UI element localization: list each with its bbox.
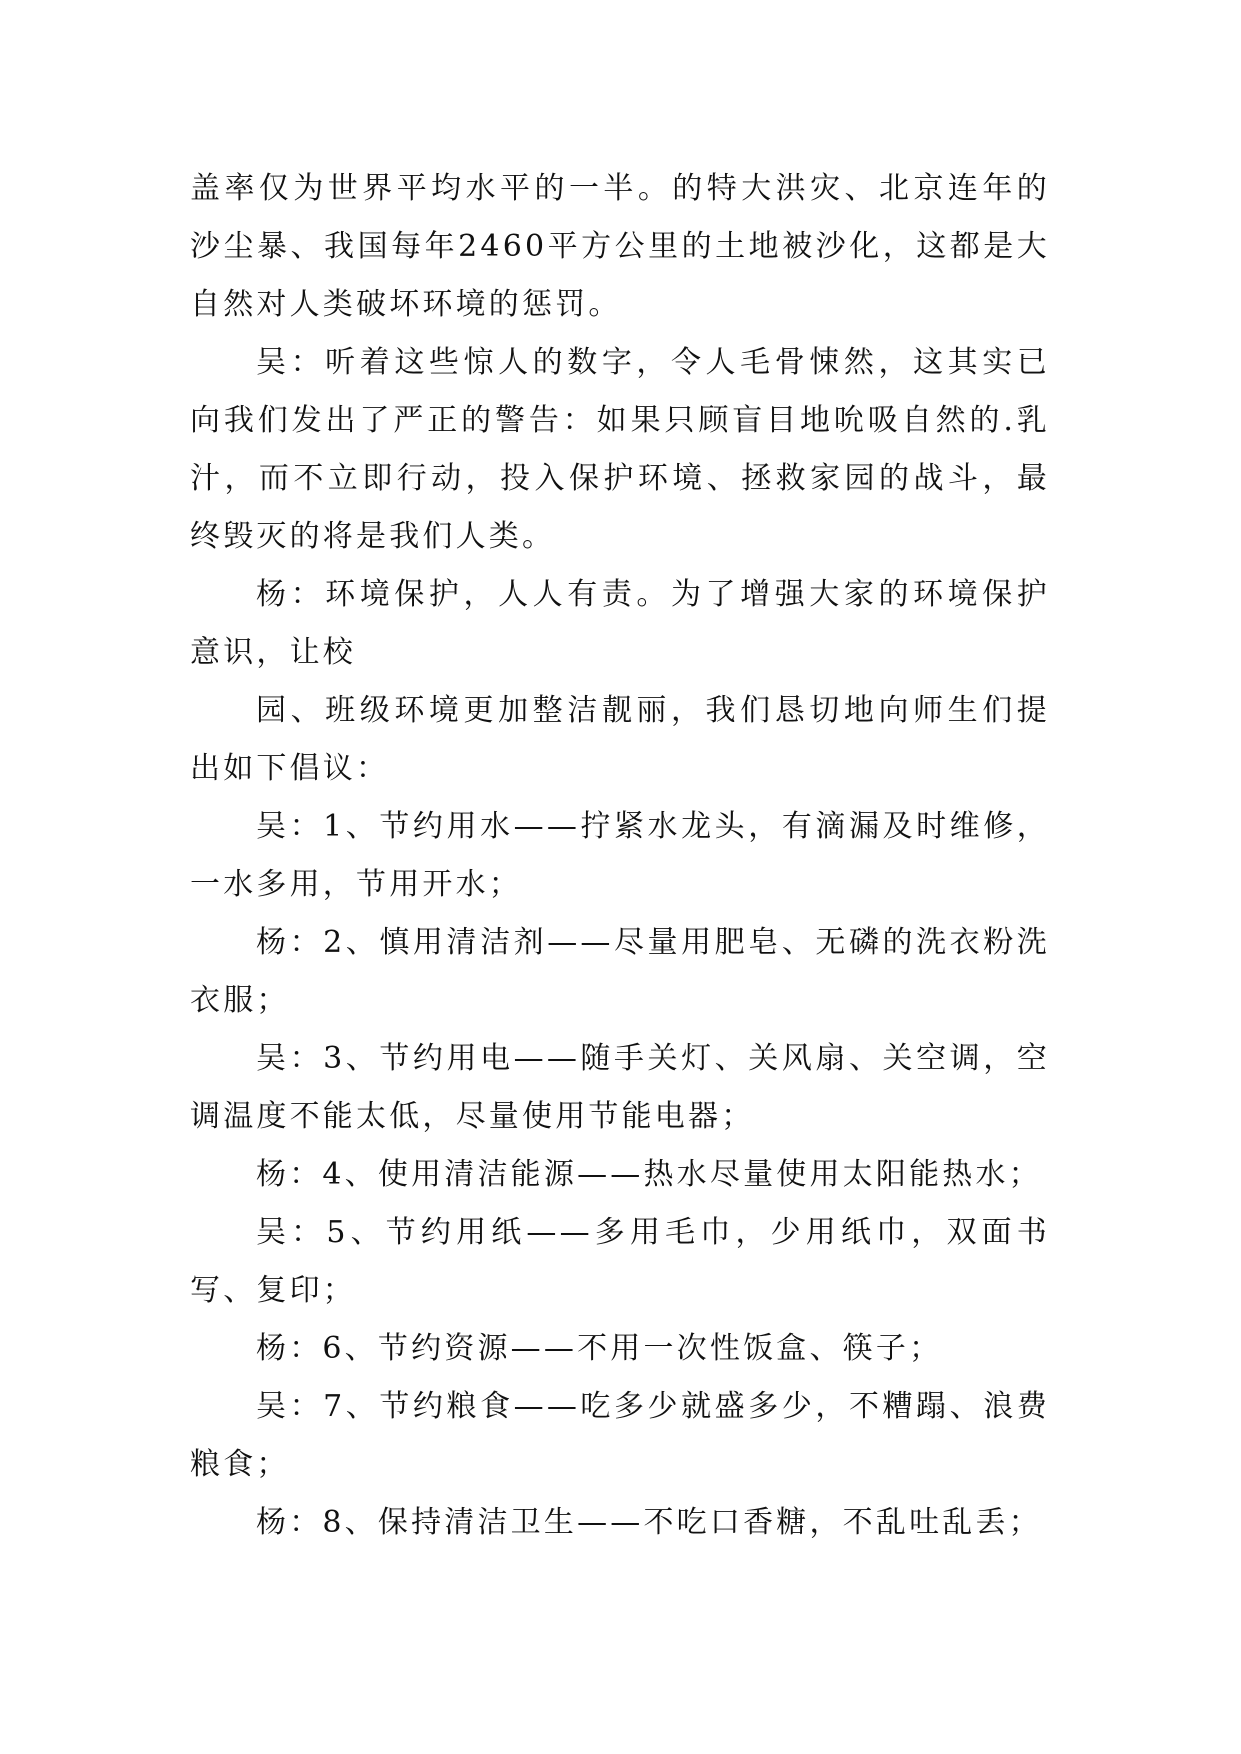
paragraph: 杨：6、节约资源——不用一次性饭盒、筷子； [256, 1331, 943, 1366]
document-body [190, 160, 1050, 1552]
paragraph: 吴：5、节约用纸——多用毛巾，少用纸巾，双面书写、复印； [190, 1215, 1050, 1308]
paragraph: 杨：2、慎用清洁剂——尽量用肥皂、无磷的洗衣粉洗衣服； [190, 925, 1050, 1018]
paragraph: 吴：听着这些惊人的数字，令人毛骨悚然，这其实已向我们发出了严正的警告：如果只顾盲目地吮吸自然的.乳汁，而不立即行动，投入保护环境、拯救家园的战斗，最终毁灭的将是我们人类。 [190, 345, 1050, 554]
paragraph: 园、班级环境更加整洁靓丽，我们恳切地向师生们提出如下倡议： [190, 693, 1050, 786]
paragraph: 吴：1、节约用水——拧紧水龙头，有滴漏及时维修，一水多用，节用开水； [190, 809, 1050, 902]
paragraph: 杨：8、保持清洁卫生——不吃口香糖，不乱吐乱丢； [256, 1505, 1042, 1540]
paragraph: 杨：环境保护，人人有责。为了增强大家的环境保护意识，让校 [190, 577, 1050, 670]
paragraph: 吴：3、节约用电——随手关灯、关风扇、关空调，空调温度不能太低，尽量使用节能电器； [190, 1041, 1050, 1134]
paragraph: 杨：4、使用清洁能源——热水尽量使用太阳能热水； [256, 1157, 1042, 1192]
paragraph: 吴：7、节约粮食——吃多少就盛多少，不糟蹋、浪费粮食； [190, 1389, 1050, 1482]
paragraph: 盖率仅为世界平均水平的一半。的特大洪灾、北京连年的沙尘暴、我国每年2460平方公里的土地被沙化，这都是大自然对人类破坏环境的惩罚。 [190, 171, 1050, 322]
